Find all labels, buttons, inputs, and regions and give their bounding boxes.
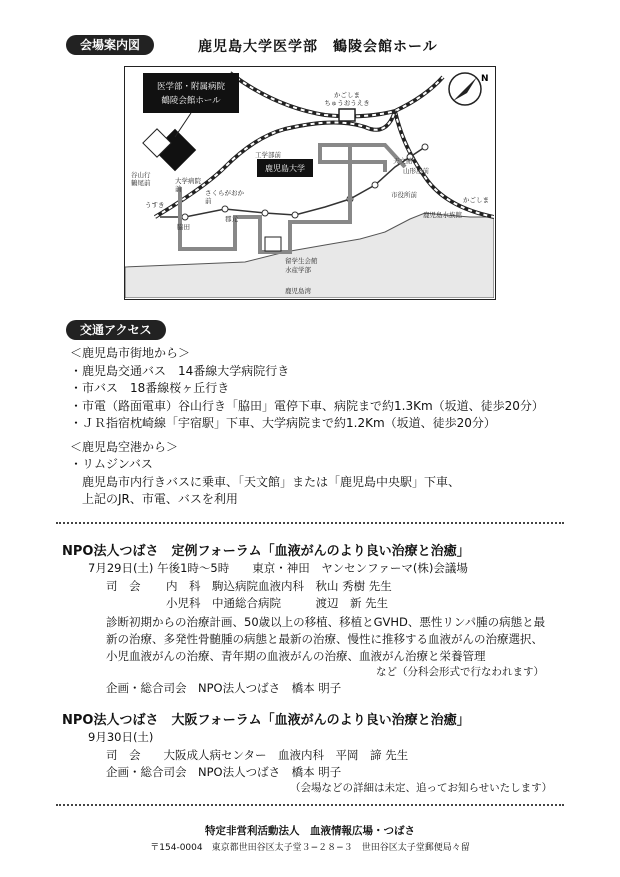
footer-org: 特定非営利活動法人 血液情報広場・つばさ: [205, 825, 415, 837]
forum2-chair: 司 会 大阪成人病センター 血液内科 平岡 諦 先生: [106, 748, 409, 762]
forum2-note: （会場などの詳細は未定、追ってお知らせいたします）: [290, 782, 553, 794]
city-item: ・ＪＲ指宿枕崎線「宇宿駅」下車、大学病院まで約1.2Km（坂道、徒歩20分）: [70, 416, 496, 430]
map-label-korimoto: 郡元: [225, 215, 238, 223]
airport-item: 上記のJR、市電、バスを利用: [70, 492, 238, 506]
map-label-university: 鹿児島大学: [265, 164, 305, 173]
footer-address: 〒154-0004 東京都世田谷区太子堂３−２８−３ 世田谷区太子堂郵便局々留: [150, 843, 470, 853]
map-label-tenmonkan: 天文館: [393, 157, 413, 165]
forum1-topic: 新の治療、多発性骨髄腫の病態と最新の治療、慢性に推移する血液がんの治療選択、: [106, 632, 543, 646]
forum1-chair2: 小児科 中通総合病院 渡辺 新 先生: [166, 596, 389, 610]
forum1-date: 7月29日(土) 午後1時〜5時 東京・神田 ヤンセンファーマ(株)会議場: [88, 561, 468, 575]
access-label: 交通アクセス: [66, 320, 166, 340]
forum1-chair1: 内 科 駒込病院血液内科 秋山 秀樹 先生: [166, 579, 392, 593]
city-heading: ＜鹿児島市街地から＞: [70, 346, 191, 360]
city-item: ・市バス 18番線桜ヶ丘行き: [70, 381, 230, 395]
map-label-yamagataya: 山形屋前: [403, 167, 429, 175]
forum2-date: 9月30日(土): [88, 730, 154, 744]
map-label-usuki: うすき: [145, 201, 165, 209]
access-section: [70, 345, 544, 509]
map-label-fisheries-2: 水産学部: [285, 266, 311, 274]
map-callout-line2: 鶴陵会館ホール: [161, 96, 221, 106]
forum1-topic: 診断初期からの治療計画、50歳以上の移植、移植とGVHD、悪性リンパ腫の病態と最: [106, 615, 546, 629]
divider: [56, 522, 564, 524]
city-item: ・市電（路面電車）谷山行き「脇田」電停下車、病院まで約1.3Km（坂道、徒歩20分）: [70, 398, 544, 413]
forum2-title: NPO法人つばさ 大阪フォーラム「血液がんのより良い治療と治癒」: [62, 713, 470, 728]
map-callout-line1: 医学部・附属病院: [156, 82, 226, 92]
map-label-fisheries-1: 留学生会館: [285, 257, 318, 265]
forum1-note: など（分科会形式で行なわれます）: [376, 666, 544, 678]
airport-item: 鹿児島市内行きバスに乗車、「天文館」または「鹿児島中央駅」下車、: [70, 474, 461, 489]
map-label-kagoshima-station: かごしま: [463, 196, 489, 204]
city-item: ・鹿児島交通バス 14番線大学病院行き: [70, 363, 290, 378]
map-label-kagoshima-chuo-2: ちゅうおうえき: [324, 99, 370, 107]
airport-item: ・リムジンバス: [70, 457, 153, 471]
forum1-topic: 小児血液がんの治療、青年期の血液がんの治療、血液がん治療と栄養管理: [106, 649, 486, 663]
map-label-bay: 鹿児島湾: [285, 287, 311, 295]
forum2-organizer: 企画・総合司会 NPO法人つばさ 橋本 明子: [106, 765, 342, 779]
map-label-engineering: 工学部前: [255, 151, 281, 159]
map-label-sakuragaoka-1: さくらがおか: [205, 189, 244, 197]
forum1-organizer: 企画・総合司会 NPO法人つばさ 橋本 明子: [106, 681, 342, 695]
venue-label: 会場案内図: [66, 35, 154, 55]
map-label-hospital-2: 前: [175, 185, 182, 193]
map-label-jr-2: 鶴尾前: [131, 179, 151, 187]
map-label-city-hall: 市役所前: [391, 191, 417, 199]
divider: [56, 804, 564, 806]
venue-title: 鹿児島大学医学部 鶴陵会館ホール: [198, 39, 438, 55]
map-label-sakuragaoka-2: 前: [205, 197, 212, 205]
map-label-wakida: 脇田: [177, 223, 190, 231]
map-label-kagoshima-chuo-1: かごしま: [334, 91, 360, 99]
venue-map: [124, 66, 496, 300]
compass-n: N: [481, 74, 489, 84]
map-label-aquarium: 鹿児島水族館: [423, 211, 462, 219]
map-label-jr-1: 谷山行: [131, 171, 151, 179]
map-label-hospital-1: 大学病院: [175, 177, 201, 185]
airport-heading: ＜鹿児島空港から＞: [70, 439, 179, 454]
forum1-title: NPO法人つばさ 定例フォーラム「血液がんのより良い治療と治癒」: [62, 544, 470, 559]
forum1-chair-label: 司 会: [106, 579, 141, 593]
